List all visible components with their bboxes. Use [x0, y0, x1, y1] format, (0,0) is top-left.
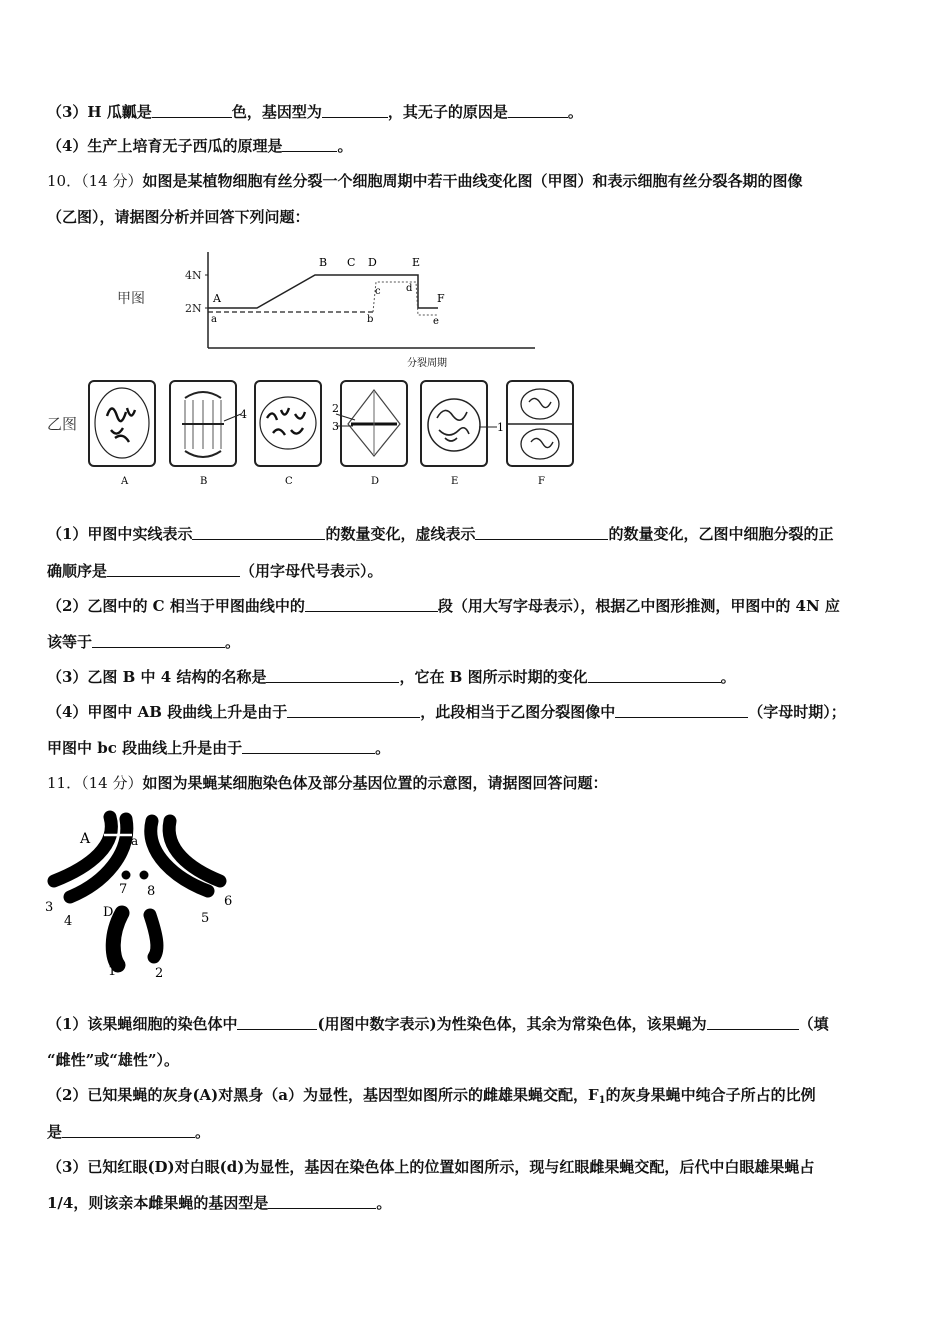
q11-sub2-cont: 是 。	[47, 1123, 211, 1141]
answer-blank[interactable]	[282, 137, 337, 152]
jia-solid-curve	[208, 275, 438, 308]
q9-part3: （3）H 瓜瓤是 色，基因型为 ，其无子的原因是 。	[47, 103, 583, 121]
jia-label-e: e	[433, 316, 439, 327]
cell-A	[89, 381, 155, 466]
jia-label-A: A	[213, 292, 221, 305]
answer-blank[interactable]	[588, 668, 721, 683]
q10-sub2: （2）乙图中的 C 相当于甲图曲线中的 段（用大写字母表示），根据乙中图形推测，甲图中的 4N 应	[47, 597, 840, 615]
jia-label-C: C	[347, 256, 356, 269]
fly-label-3: 3	[45, 900, 54, 915]
fly-label-2: 2	[155, 966, 164, 981]
q11-sub3-cont: 1/4，则该亲本雌果蝇的基因型是 。	[47, 1194, 392, 1212]
yi-marker-2: 2	[332, 402, 339, 415]
yi-cell-F: F	[538, 476, 545, 487]
jia-x-label: 分裂周期	[407, 358, 447, 369]
fly-label-D: D	[103, 905, 114, 920]
fly-label-A: A	[80, 831, 91, 847]
jia-label: 甲图	[117, 291, 145, 307]
q11-sub1-cont: “雌性”或“雄性”）。	[47, 1051, 180, 1069]
q11-sub3: （3）已知红眼(D)对白眼(d)为显性，基因在染色体上的位置如图所示，现与红眼雌果蝇交配，后代中白眼雄果蝇占	[47, 1158, 815, 1176]
q10-sub1-cont: 确顺序是 （用字母代号表示）。	[47, 562, 383, 580]
yi-cell-E: E	[451, 476, 459, 487]
yi-marker-1: 1	[497, 421, 504, 434]
q10-sub4-cont: 甲图中 bc 段曲线上升是由于 。	[47, 739, 391, 757]
jia-label-c: c	[375, 286, 381, 297]
answer-blank[interactable]	[287, 703, 420, 718]
yi-label: 乙图	[47, 415, 78, 433]
answer-blank[interactable]	[152, 103, 232, 118]
q10-header: 10．（14 分）如图是某植物细胞有丝分裂一个细胞周期中若干曲线变化图（甲图）和表示细胞有丝分裂各期的图像	[47, 172, 803, 190]
q10-sub1: （1）甲图中实线表示 的数量变化，虚线表示 的数量变化，乙图中细胞分裂的正	[47, 525, 834, 543]
cell-C	[255, 381, 321, 466]
q11-sub2: （2）已知果蝇的灰身(A)对黑身（a）为显性，基因型如图所示的雌雄果蝇交配，$F_1$的灰身果蝇中纯合子所占的比例	[47, 1086, 816, 1106]
fly-label-a: a	[131, 834, 139, 848]
answer-blank[interactable]	[62, 1123, 195, 1138]
yi-cell-D: D	[371, 476, 380, 487]
fly-label-5: 5	[201, 911, 210, 926]
jia-label-B: B	[319, 256, 328, 269]
q11-header: 11．（14 分）如图为果蝇某细胞染色体及部分基因位置的示意图，请据图回答问题：	[47, 774, 608, 792]
answer-blank[interactable]	[322, 103, 388, 118]
yi-cell-B: B	[200, 476, 208, 487]
cell-B	[170, 381, 247, 466]
cell-E	[421, 381, 504, 466]
q10-sub2-cont: 该等于 。	[47, 633, 241, 651]
fly-label-4: 4	[64, 914, 73, 929]
answer-blank[interactable]	[707, 1015, 799, 1030]
q11-chromosome-figure	[40, 805, 240, 985]
jia-label-b: b	[367, 314, 374, 325]
q10-figure	[45, 238, 577, 488]
fly-label-6: 6	[224, 894, 233, 909]
fly-label-7: 7	[119, 882, 128, 897]
jia-label-D: D	[368, 256, 377, 269]
answer-blank[interactable]	[92, 633, 225, 648]
q11-sub1: （1）该果蝇细胞的染色体中 (用图中数字表示)为性染色体，其余为常染色体，该果蝇为 （填	[47, 1015, 829, 1033]
jia-y-2n: 2N	[185, 302, 202, 315]
answer-blank[interactable]	[266, 668, 399, 683]
fly-label-8: 8	[147, 884, 156, 899]
answer-blank[interactable]	[107, 562, 240, 577]
cell-D	[332, 381, 407, 466]
answer-blank[interactable]	[242, 739, 375, 754]
yi-cell-A: A	[121, 476, 129, 487]
q9-part4: （4）生产上培育无子西瓜的原理是 。	[47, 137, 353, 155]
yi-marker-3: 3	[332, 420, 339, 433]
q10-sub4: （4）甲图中 AB 段曲线上升是由于 ，此段相当于乙图分裂图像中 （字母时期）；	[47, 703, 846, 721]
answer-blank[interactable]	[192, 525, 325, 540]
q10-header-cont: （乙图），请据图分析并回答下列问题：	[47, 208, 310, 226]
answer-blank[interactable]	[475, 525, 608, 540]
answer-blank[interactable]	[237, 1015, 317, 1030]
jia-y-4n: 4N	[185, 269, 202, 282]
jia-label-E: E	[412, 256, 421, 269]
yi-cell-C: C	[285, 476, 293, 487]
jia-label-F: F	[437, 292, 445, 305]
yi-marker-4: 4	[240, 408, 247, 421]
jia-label-d: d	[406, 283, 413, 294]
answer-blank[interactable]	[268, 1194, 376, 1209]
cell-F	[507, 381, 573, 466]
q10-sub3: （3）乙图 B 中 4 结构的名称是 ，它在 B 图所示时期的变化 。	[47, 668, 736, 686]
fly-label-1: 1	[108, 964, 117, 979]
answer-blank[interactable]	[305, 597, 438, 612]
answer-blank[interactable]	[615, 703, 748, 718]
answer-blank[interactable]	[508, 103, 568, 118]
jia-label-a: a	[211, 314, 217, 325]
